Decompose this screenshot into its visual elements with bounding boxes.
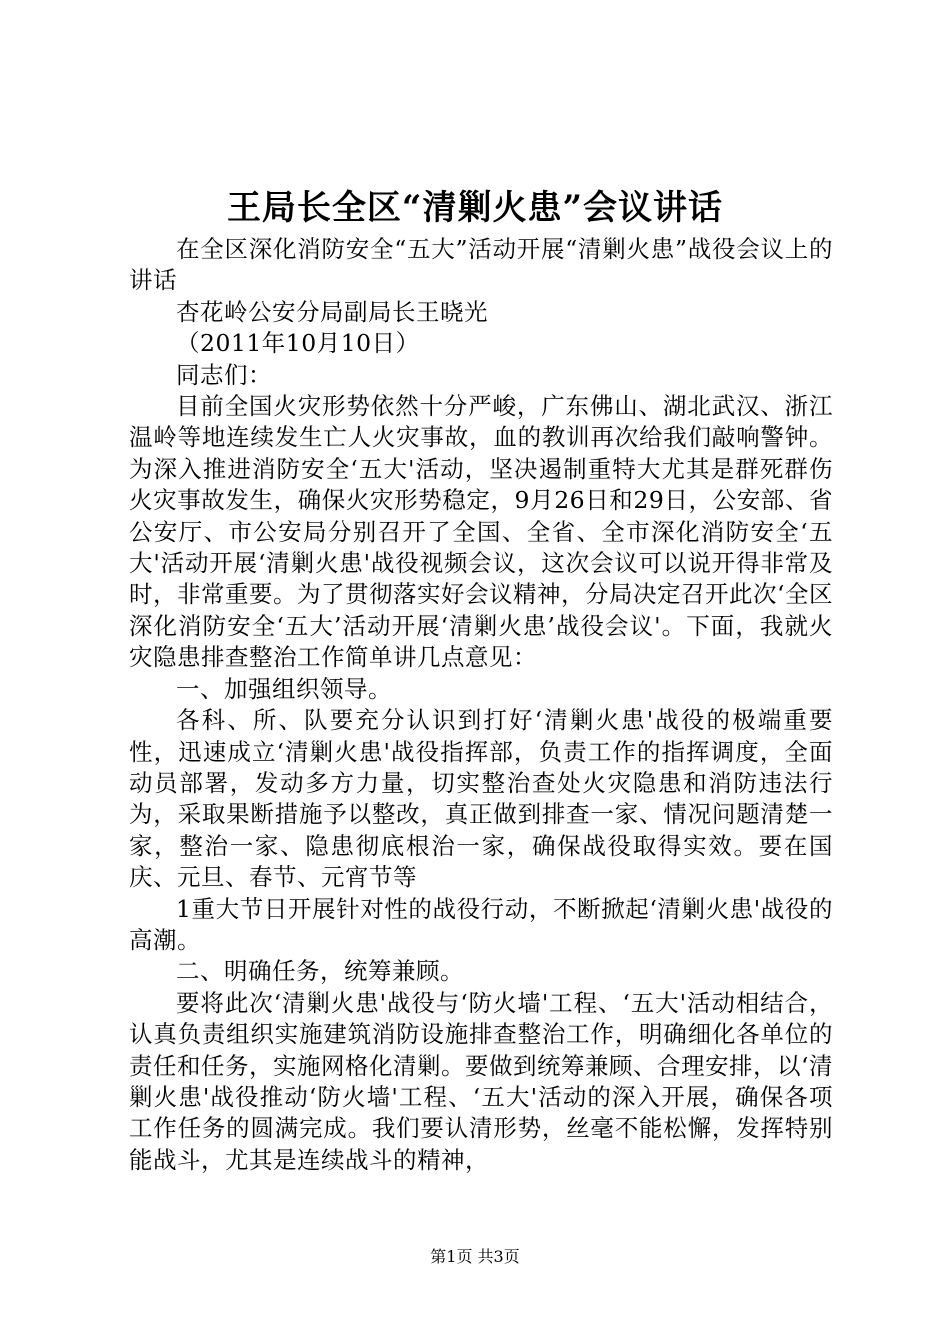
document-title: 王局长全区“清剿火患”会议讲话: [226, 188, 724, 228]
paragraph-heading-1: 一、加强组织领导。: [176, 674, 392, 703]
paragraph-section-1: 各科、所、队要充分认识到打好‘清剿火患'战役的极端重要性，迅速成立‘清剿火患'战役指挥部，负责工作的指挥调度，全面动员部署，发动多方力量，切实整治查处火灾隐患和消防违法行为，采取果断措施予以整改，真正做到排查一家、情况问题清楚一家，整治一家、隐患彻底根治一家，确保战役取得实效。要在国庆、元旦、春节、元宵节等: [129, 706, 833, 892]
paragraph-heading-2: 二、明确任务，统筹兼顾。: [176, 957, 464, 986]
page-footer: 第1页 共3页: [430, 1247, 520, 1266]
paragraph-subtitle: 在全区深化消防安全“五大”活动开展“清剿火患”战役会议上的讲话: [129, 235, 833, 295]
document-body: [129, 234, 833, 1176]
paragraph-intro: 目前全国火灾形势依然十分严峻，广东佛山、湖北武汉、浙江温岭等地连续发生亡人火灾事故，血的教训再次给我们敲响警钟。为深入推进消防安全‘五大'活动，坚决遏制重特大尤其是群死群伤火灾事故发生，确保火灾形势稳定，9月26日和29日，公安部、省公安厅、市公安局分别召开了全国、全省、全市深化消防安全‘五大'活动开展‘清剿火患'战役视频会议，这次会议可以说开得非常及时，非常重要。为了贯彻落实好会议精神，分局决定召开此次‘全区深化消防安全‘五大’活动开展‘清剿火患’战役会议'。下面，我就火灾隐患排查整治工作简单讲几点意见：: [129, 392, 833, 672]
paragraph-section-1-continued: 1重大节日开展针对性的战役行动，不断掀起‘清剿火患'战役的高潮。: [129, 894, 833, 954]
paragraph-salutation: 同志们：: [176, 360, 272, 389]
paragraph-speaker: 杏花岭公安分局副局长王晓光: [176, 297, 488, 326]
paragraph-date: （2011年10月10日）: [176, 329, 420, 358]
paragraph-section-2: 要将此次‘清剿火患'战役与‘防火墙'工程、‘五大'活动相结合，认真负责组织实施建筑消防设施排查整治工作，明确细化各单位的责任和任务，实施网格化清剿。要做到统筹兼顾、合理安排，以‘清剿火患'战役推动‘防火墙'工程、‘五大'活动的深入开展，确保各项工作任务的圆满完成。我们要认清形势，丝毫不能松懈，发挥特别能战斗，尤其是连续战斗的精神，: [129, 988, 833, 1174]
